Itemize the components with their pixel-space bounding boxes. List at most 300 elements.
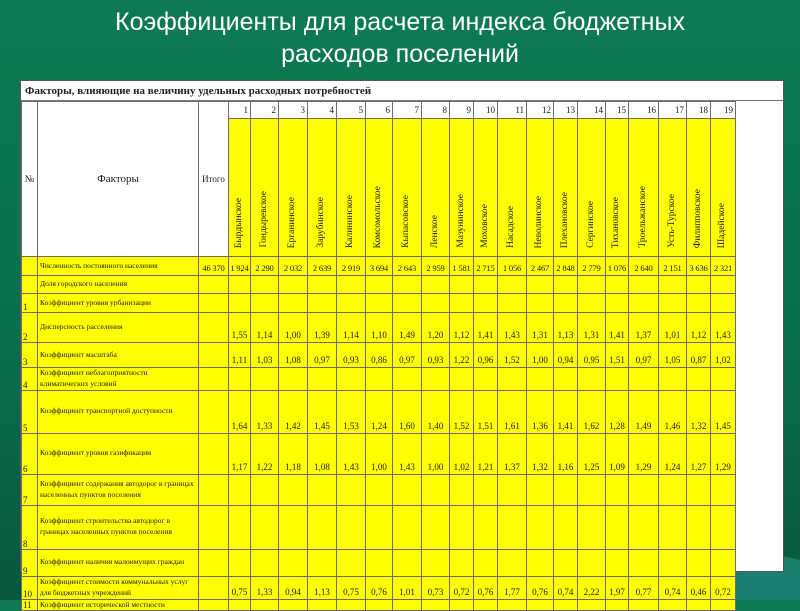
data-cell: 1,41: [474, 313, 498, 343]
data-cell: [527, 368, 554, 391]
row-number: 9: [22, 549, 38, 576]
data-cell: 1,49: [393, 313, 422, 343]
data-cell: [229, 294, 251, 313]
column-number: 3: [279, 102, 308, 119]
data-cell: 0,76: [527, 576, 554, 599]
data-cell: [337, 294, 366, 313]
factor-name: Коэффициент транспортной доступности: [38, 390, 199, 433]
column-number: 1: [229, 102, 251, 119]
settlement-header: [659, 119, 687, 257]
data-cell: 0,95: [578, 343, 606, 368]
data-cell: 1,55: [229, 313, 251, 343]
data-cell: 1,45: [711, 390, 736, 433]
column-number: 4: [308, 102, 337, 119]
table-row: [22, 599, 736, 611]
data-cell: [527, 474, 554, 505]
itogo-value: [199, 433, 229, 474]
data-cell: 1,49: [629, 390, 659, 433]
data-cell: 1,17: [229, 433, 251, 474]
data-cell: 1,22: [251, 433, 279, 474]
data-cell: [498, 368, 527, 391]
factor-name: Численность постоянного населения: [38, 257, 199, 276]
data-cell: [251, 505, 279, 549]
data-cell: [711, 368, 736, 391]
column-number: 8: [422, 102, 450, 119]
data-cell: [337, 599, 366, 611]
data-cell: [527, 505, 554, 549]
data-cell: 1,41: [606, 313, 629, 343]
data-cell: 0,87: [687, 343, 711, 368]
data-cell: 1,43: [498, 313, 527, 343]
data-cell: 0,72: [711, 576, 736, 599]
column-number: 17: [659, 102, 687, 119]
settlement-header: [251, 119, 279, 257]
data-cell: [279, 505, 308, 549]
data-cell: [450, 294, 474, 313]
data-cell: [474, 599, 498, 611]
data-cell: [687, 474, 711, 505]
data-cell: [308, 368, 337, 391]
column-number-row: [22, 102, 736, 119]
data-cell: 0,97: [393, 343, 422, 368]
itogo-value: [199, 390, 229, 433]
data-cell: [554, 368, 578, 391]
data-cell: 1,51: [474, 390, 498, 433]
table-row: [22, 576, 736, 599]
settlement-header: [279, 119, 308, 257]
data-cell: [308, 549, 337, 576]
data-cell: 1,62: [578, 390, 606, 433]
table-row: [22, 505, 736, 549]
data-cell: 1,31: [527, 313, 554, 343]
data-cell: 0,73: [422, 576, 450, 599]
data-cell: [474, 368, 498, 391]
data-cell: 1,11: [229, 343, 251, 368]
data-cell: [422, 549, 450, 576]
data-cell: [308, 505, 337, 549]
data-cell: [554, 276, 578, 294]
data-cell: [279, 599, 308, 611]
table-row: [22, 294, 736, 313]
data-cell: [687, 549, 711, 576]
data-cell: [659, 276, 687, 294]
data-cell: [687, 505, 711, 549]
column-number: 5: [337, 102, 366, 119]
itogo-value: [199, 599, 229, 611]
row-number: 10: [22, 576, 38, 599]
data-cell: [474, 474, 498, 505]
data-cell: 1,05: [659, 343, 687, 368]
data-cell: [308, 599, 337, 611]
data-cell: 1,43: [393, 433, 422, 474]
data-cell: 1,00: [279, 313, 308, 343]
data-cell: [366, 549, 393, 576]
data-cell: [629, 599, 659, 611]
factor-name: Коэффициент строительства автодорог в границах населенных пунктов поселения: [38, 505, 199, 549]
data-cell: [606, 294, 629, 313]
settlement-name: Филипповское: [692, 188, 703, 248]
settlement-name: Кыпасовское: [401, 195, 412, 248]
data-cell: [629, 276, 659, 294]
data-cell: [229, 599, 251, 611]
data-cell: [393, 599, 422, 611]
data-cell: [450, 276, 474, 294]
data-cell: 3 694: [366, 257, 393, 276]
data-cell: [422, 505, 450, 549]
data-cell: [366, 474, 393, 505]
data-cell: 2 151: [659, 257, 687, 276]
column-number: 18: [687, 102, 711, 119]
data-cell: [229, 549, 251, 576]
data-cell: 0,96: [474, 343, 498, 368]
settlement-header: [606, 119, 629, 257]
data-cell: [659, 474, 687, 505]
factor-name: Коэффициент содержания автодорог в границах населенных пунктов поселения: [38, 474, 199, 505]
itogo-value: 46 370: [199, 257, 229, 276]
data-cell: 1 076: [606, 257, 629, 276]
data-cell: [337, 549, 366, 576]
data-cell: [308, 294, 337, 313]
settlement-name: Мазунинское: [455, 194, 466, 248]
data-cell: 0,75: [337, 576, 366, 599]
settlement-header: [711, 119, 736, 257]
data-cell: 1,33: [251, 576, 279, 599]
data-cell: 0,93: [337, 343, 366, 368]
data-cell: [578, 294, 606, 313]
data-cell: 1,32: [687, 390, 711, 433]
data-cell: [337, 474, 366, 505]
settlement-header: [308, 119, 337, 257]
data-cell: [578, 474, 606, 505]
data-cell: 1,08: [308, 433, 337, 474]
data-cell: [629, 549, 659, 576]
data-cell: 1,52: [450, 390, 474, 433]
data-cell: 1,00: [366, 433, 393, 474]
data-cell: [659, 599, 687, 611]
data-cell: 1,14: [337, 313, 366, 343]
data-cell: 3 636: [687, 257, 711, 276]
settlement-header: [474, 119, 498, 257]
factor-name: Дисперсность расселения: [38, 313, 199, 343]
data-cell: [578, 549, 606, 576]
data-cell: 1,02: [711, 343, 736, 368]
data-cell: [498, 276, 527, 294]
settlement-name: Ерганинское: [287, 196, 298, 248]
data-cell: 1,12: [687, 313, 711, 343]
data-cell: 1,29: [629, 433, 659, 474]
data-cell: 2 959: [422, 257, 450, 276]
settlement-header: [578, 119, 606, 257]
data-cell: [393, 549, 422, 576]
data-cell: [711, 276, 736, 294]
data-cell: 0,46: [687, 576, 711, 599]
factors-spreadsheet: [20, 80, 784, 611]
data-cell: [527, 549, 554, 576]
data-cell: 1,14: [251, 313, 279, 343]
column-number: 12: [527, 102, 554, 119]
factors-header: Факторы: [38, 102, 199, 257]
data-cell: [554, 474, 578, 505]
data-cell: 1 924: [229, 257, 251, 276]
column-number: 11: [498, 102, 527, 119]
data-cell: 1,08: [279, 343, 308, 368]
itogo-value: [199, 474, 229, 505]
data-cell: 1,16: [554, 433, 578, 474]
data-cell: 2 032: [279, 257, 308, 276]
data-cell: 0,76: [474, 576, 498, 599]
table-row: [22, 474, 736, 505]
column-number: 16: [629, 102, 659, 119]
data-cell: [606, 368, 629, 391]
data-cell: 0,94: [554, 343, 578, 368]
data-cell: 1,13: [308, 576, 337, 599]
data-cell: 1,22: [450, 343, 474, 368]
table-row: [22, 549, 736, 576]
column-number: 14: [578, 102, 606, 119]
data-cell: 1,28: [606, 390, 629, 433]
data-cell: 1,27: [687, 433, 711, 474]
itogo-value: [199, 505, 229, 549]
data-cell: 1,52: [498, 343, 527, 368]
row-number: 4: [22, 368, 38, 391]
data-cell: [711, 599, 736, 611]
data-cell: 1,32: [527, 433, 554, 474]
itogo-header: Итого: [199, 102, 229, 257]
data-cell: [279, 368, 308, 391]
data-cell: [279, 276, 308, 294]
data-cell: [251, 294, 279, 313]
data-cell: [554, 599, 578, 611]
data-cell: [711, 294, 736, 313]
data-cell: 2 643: [393, 257, 422, 276]
data-cell: 1,51: [606, 343, 629, 368]
table-row: [22, 313, 736, 343]
data-cell: 0,74: [659, 576, 687, 599]
settlement-header: [337, 119, 366, 257]
itogo-value: [199, 276, 229, 294]
data-cell: [279, 294, 308, 313]
itogo-value: [199, 294, 229, 313]
data-cell: [498, 599, 527, 611]
settlement-name: Троельжанское: [637, 186, 648, 248]
column-number: 6: [366, 102, 393, 119]
data-cell: 1,64: [229, 390, 251, 433]
settlement-name: Калининское: [345, 194, 356, 248]
data-cell: 1,24: [366, 390, 393, 433]
slide-title-line-1: Коэффициенты для расчета индекса бюджетных: [115, 8, 685, 36]
data-cell: [606, 276, 629, 294]
data-cell: [337, 276, 366, 294]
data-cell: [498, 294, 527, 313]
factor-name: Коэффициент неблагоприятности климатических условий: [38, 368, 199, 391]
data-cell: 1,02: [450, 433, 474, 474]
data-cell: 0,75: [229, 576, 251, 599]
data-cell: 1,41: [554, 390, 578, 433]
data-cell: [606, 474, 629, 505]
row-number: 7: [22, 474, 38, 505]
data-cell: 1,43: [337, 433, 366, 474]
data-cell: 1,39: [308, 313, 337, 343]
column-number: 19: [711, 102, 736, 119]
data-cell: 2 290: [251, 257, 279, 276]
data-cell: 2,22: [578, 576, 606, 599]
data-cell: [422, 276, 450, 294]
data-cell: 1,43: [711, 313, 736, 343]
data-cell: 1,01: [393, 576, 422, 599]
data-cell: 1 581: [450, 257, 474, 276]
data-cell: [687, 294, 711, 313]
data-cell: 2 639: [308, 257, 337, 276]
data-cell: [251, 368, 279, 391]
data-cell: 2 848: [554, 257, 578, 276]
data-cell: [554, 505, 578, 549]
factor-name: Доля городского населения: [38, 276, 199, 294]
data-cell: [393, 276, 422, 294]
settlement-name: Тихановское: [611, 196, 622, 248]
data-cell: 1,25: [578, 433, 606, 474]
data-cell: [422, 294, 450, 313]
settlement-header: [422, 119, 450, 257]
data-cell: [422, 474, 450, 505]
data-cell: [393, 368, 422, 391]
data-cell: 1,46: [659, 390, 687, 433]
data-cell: 1,10: [366, 313, 393, 343]
data-cell: [279, 549, 308, 576]
table-row: [22, 368, 736, 391]
data-cell: [629, 505, 659, 549]
settlement-name: Плехановское: [559, 191, 570, 248]
data-cell: [366, 505, 393, 549]
factor-name: Коэффициент масштаба: [38, 343, 199, 368]
column-number: 2: [251, 102, 279, 119]
data-cell: [422, 599, 450, 611]
data-cell: [711, 505, 736, 549]
data-cell: [687, 599, 711, 611]
data-cell: 0,97: [308, 343, 337, 368]
data-cell: 1,00: [422, 433, 450, 474]
data-cell: [366, 276, 393, 294]
data-cell: [450, 474, 474, 505]
data-cell: 0,93: [422, 343, 450, 368]
row-number: [22, 257, 38, 276]
data-cell: [393, 474, 422, 505]
data-cell: 1,77: [498, 576, 527, 599]
row-number: 1: [22, 294, 38, 313]
factor-name: Коэффициент исторической местности: [38, 599, 199, 611]
data-cell: 1,29: [711, 433, 736, 474]
data-cell: 1,20: [422, 313, 450, 343]
data-cell: [629, 368, 659, 391]
data-cell: 1,03: [251, 343, 279, 368]
data-cell: 2 467: [527, 257, 554, 276]
data-cell: 0,77: [629, 576, 659, 599]
data-cell: 1,42: [279, 390, 308, 433]
data-cell: 1,61: [498, 390, 527, 433]
data-cell: 1,45: [308, 390, 337, 433]
row-number: 6: [22, 433, 38, 474]
table-row: [22, 390, 736, 433]
data-cell: [687, 276, 711, 294]
slide-title-line-2: расходов поселений: [281, 40, 519, 68]
data-cell: 1,12: [450, 313, 474, 343]
data-cell: [578, 276, 606, 294]
data-cell: [498, 549, 527, 576]
data-cell: [366, 294, 393, 313]
settlement-name: Усть-Турское: [666, 194, 677, 248]
settlement-header: [687, 119, 711, 257]
table-row: [22, 343, 736, 368]
data-cell: [629, 474, 659, 505]
data-cell: 1,31: [578, 313, 606, 343]
num-header: №: [22, 102, 38, 257]
row-number: [22, 276, 38, 294]
data-cell: [251, 599, 279, 611]
row-number: 2: [22, 313, 38, 343]
column-number: 13: [554, 102, 578, 119]
data-cell: 1,40: [422, 390, 450, 433]
data-cell: [687, 368, 711, 391]
settlement-name: Гондыревское: [258, 191, 269, 248]
itogo-value: [199, 313, 229, 343]
data-cell: [527, 599, 554, 611]
data-cell: 2 640: [629, 257, 659, 276]
data-cell: 0,94: [279, 576, 308, 599]
data-cell: 1,09: [606, 433, 629, 474]
data-cell: [659, 368, 687, 391]
data-cell: 2 779: [578, 257, 606, 276]
data-cell: 0,86: [366, 343, 393, 368]
data-cell: [578, 599, 606, 611]
settlement-name: Шадейское: [717, 202, 728, 248]
data-cell: 1,13: [554, 313, 578, 343]
settlement-name: Моховское: [479, 204, 490, 248]
data-cell: 1 056: [498, 257, 527, 276]
settlement-name: Зарубинское: [316, 197, 327, 248]
data-cell: [659, 505, 687, 549]
factors-table: [21, 101, 736, 611]
settlement-header: [229, 119, 251, 257]
data-cell: 0,97: [629, 343, 659, 368]
slide-title: [0, 6, 800, 70]
settlement-header: [629, 119, 659, 257]
data-cell: [229, 276, 251, 294]
data-cell: 2 321: [711, 257, 736, 276]
table-row: [22, 257, 736, 276]
data-cell: [337, 505, 366, 549]
settlement-header: [527, 119, 554, 257]
row-number: 11: [22, 599, 38, 611]
data-cell: [366, 599, 393, 611]
data-cell: [229, 474, 251, 505]
data-cell: [606, 549, 629, 576]
data-cell: [279, 474, 308, 505]
data-cell: [393, 294, 422, 313]
settlement-name: Ленское: [429, 214, 440, 248]
settlement-header: [393, 119, 422, 257]
data-cell: 1,53: [337, 390, 366, 433]
table-row: [22, 276, 736, 294]
itogo-value: [199, 368, 229, 391]
settlement-name: Бырдынское: [233, 197, 244, 248]
data-cell: 1,37: [629, 313, 659, 343]
table-caption: Факторы, влияющие на величину удельных расходных потребностей: [21, 81, 783, 101]
data-cell: 1,18: [279, 433, 308, 474]
row-number: 3: [22, 343, 38, 368]
data-cell: 0,74: [554, 576, 578, 599]
data-cell: [606, 505, 629, 549]
column-number: 7: [393, 102, 422, 119]
row-number: 8: [22, 505, 38, 549]
